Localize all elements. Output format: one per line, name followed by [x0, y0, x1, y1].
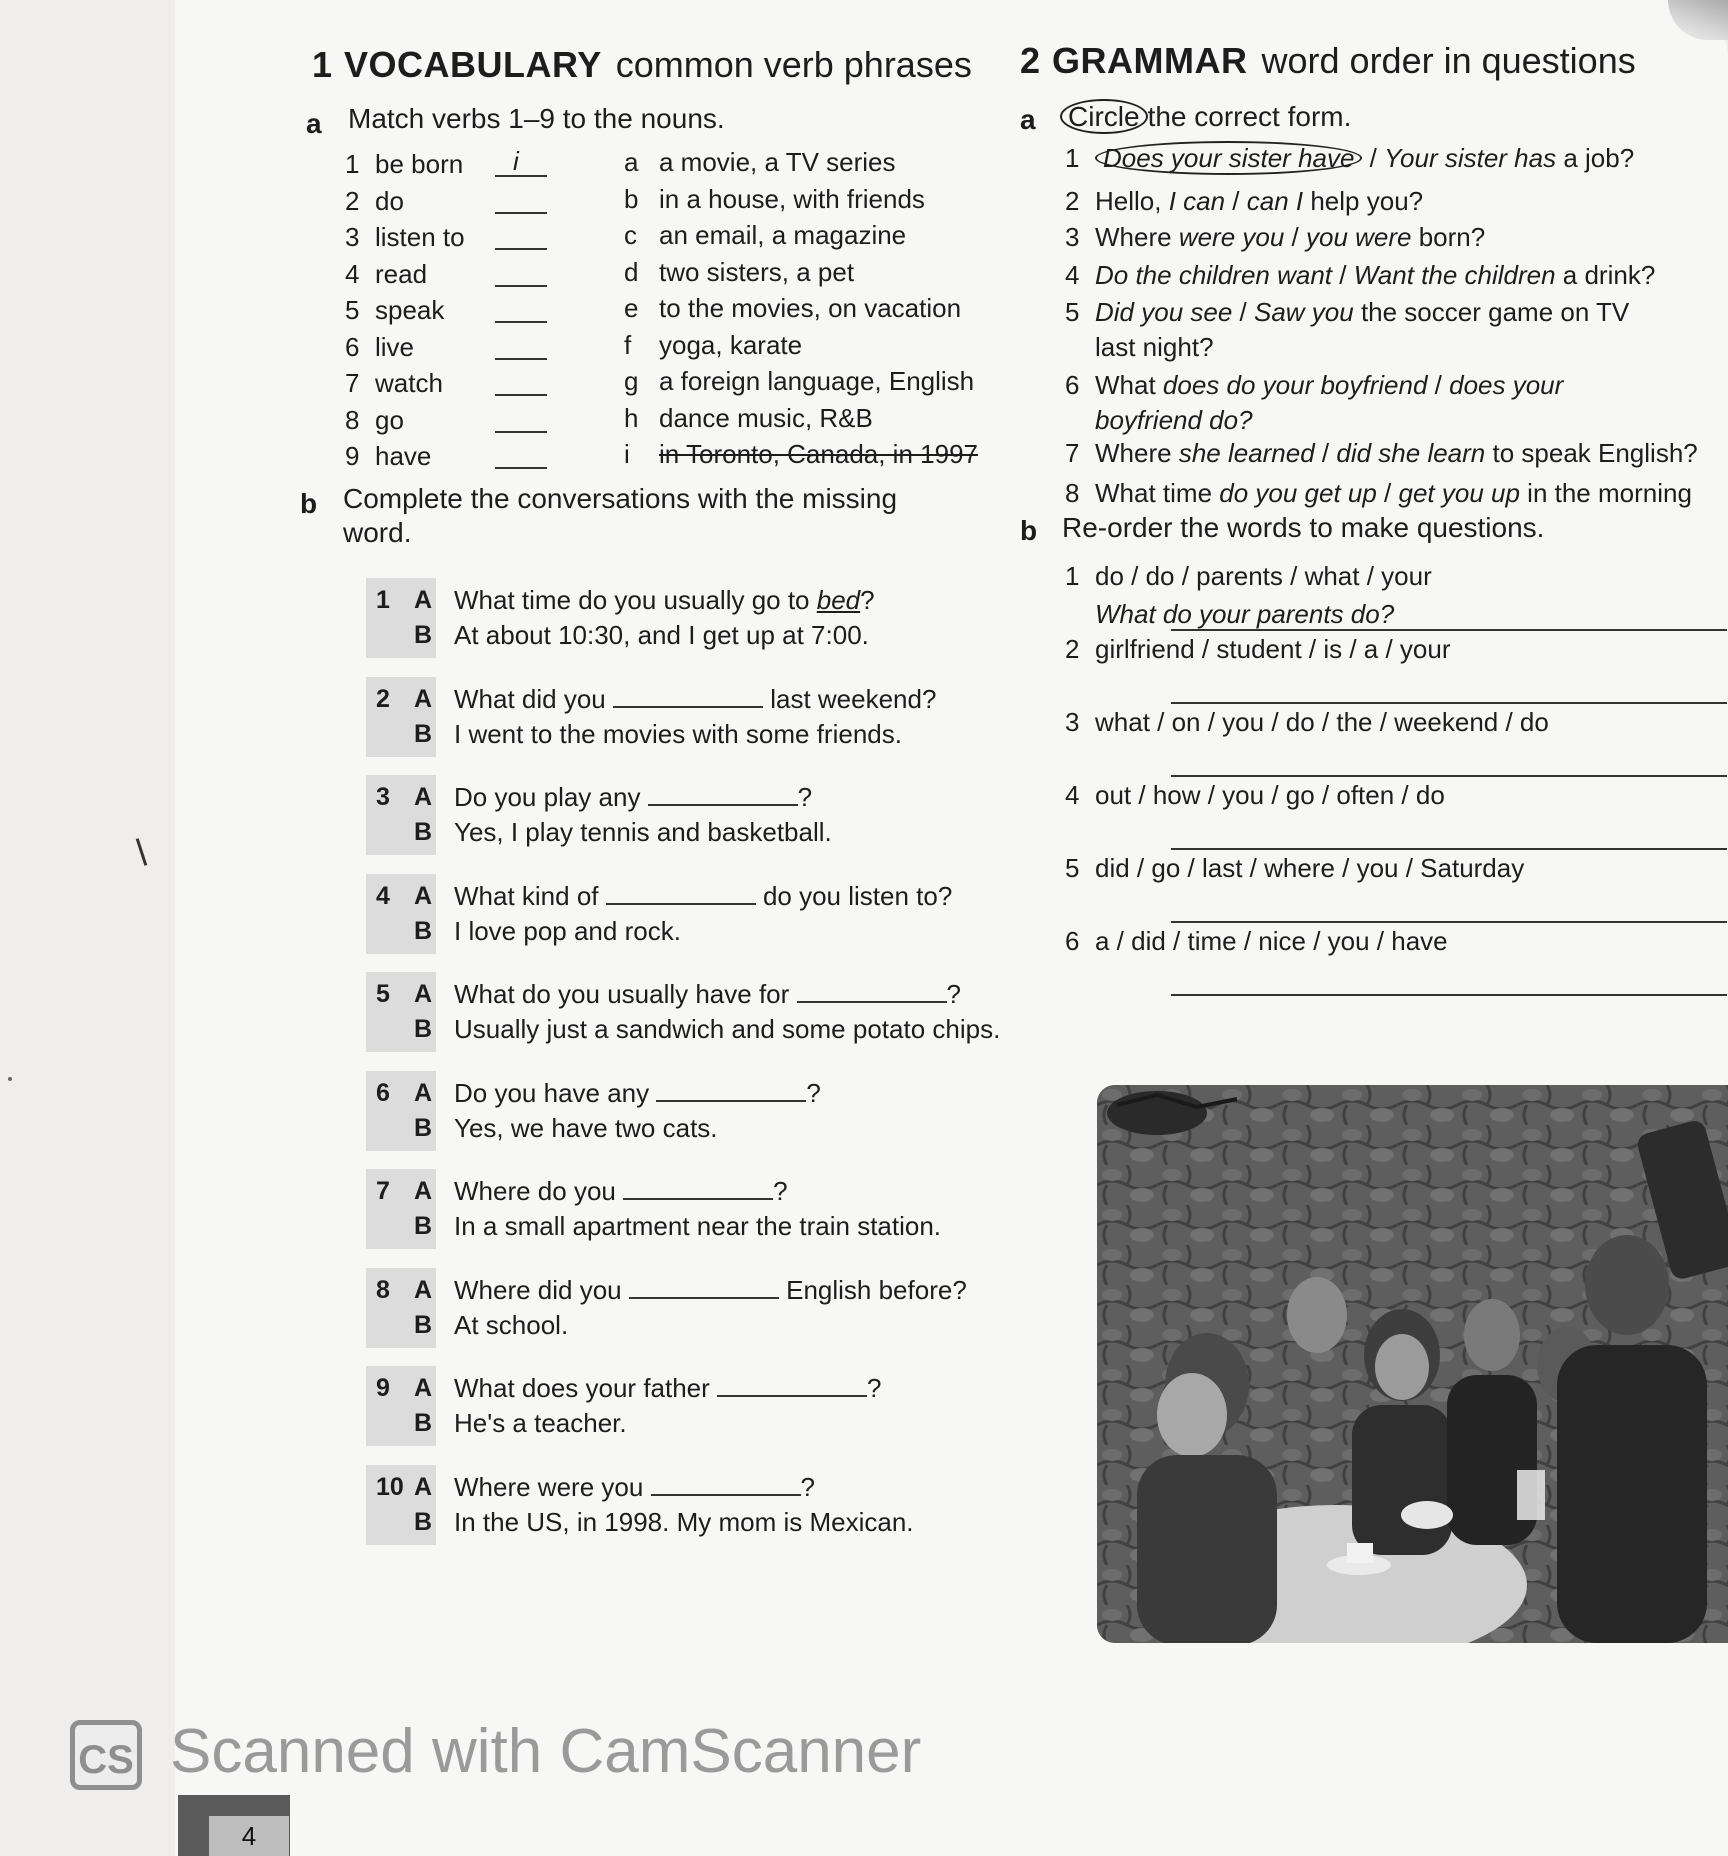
speaker-b: B: [414, 818, 433, 846]
answer-blank: [495, 248, 547, 250]
camscanner-logo: CS: [70, 1720, 142, 1790]
part-b-instruction-1: Complete the conversations with the missing: [343, 483, 898, 514]
conversation: [366, 1366, 1016, 1446]
verb-item: [345, 368, 443, 399]
grammar-item: [1065, 260, 1655, 291]
line-a-post: last weekend?: [762, 683, 937, 714]
line-a-post: ?: [946, 979, 961, 1009]
option-separator: /: [1232, 297, 1254, 327]
grammar-item: [1065, 370, 1563, 401]
verb-number: 9: [345, 441, 360, 471]
verb-text: go: [375, 404, 404, 435]
grammar-number: 5: [1065, 297, 1080, 327]
conversation-number: 5: [376, 980, 390, 1008]
grammar-number: 8: [1065, 478, 1080, 508]
fill-blank: [648, 784, 798, 806]
speaker-a: A: [414, 586, 433, 614]
option-1: I can: [1168, 186, 1226, 216]
noun-text: in Toronto, Canada, in 1997: [659, 439, 978, 469]
line-a-pre: Do you play any: [454, 782, 648, 812]
noun-text: dance music, R&B: [659, 402, 873, 433]
speaker-b: B: [414, 1507, 433, 1536]
conversation-number: 7: [376, 1177, 390, 1205]
answer-blank: [495, 285, 547, 287]
option-separator: /: [1376, 478, 1399, 508]
answer-blank: [495, 394, 547, 396]
speaker-a: A: [414, 1177, 433, 1205]
grammar-number: 1: [1065, 143, 1080, 173]
option-separator: /: [1314, 438, 1337, 468]
verb-number: 8: [345, 404, 360, 435]
verb-number: 4: [345, 258, 360, 289]
conversation: [366, 1465, 1016, 1545]
verb-text: have: [375, 441, 432, 471]
noun-text: to the movies, on vacation: [659, 293, 962, 323]
verb-answer: i: [513, 146, 519, 176]
verb-text: be born: [375, 149, 464, 179]
reorder-answer: What do your parents do?: [1095, 599, 1395, 629]
option-2: Your sister has: [1384, 143, 1557, 173]
line-a: [454, 1275, 967, 1306]
option-1: she learned: [1178, 438, 1315, 468]
grammar-pre: Hello,: [1095, 186, 1169, 216]
line-b: Yes, I play tennis and basketball.: [454, 817, 832, 847]
verb-item: [345, 332, 414, 363]
grammar-item: [1065, 438, 1698, 469]
line-b: Usually just a sandwich and some potato chips.: [454, 1014, 1001, 1044]
fill-blank: [613, 686, 763, 708]
answer-blank: [495, 431, 547, 433]
option-1: Did you see: [1095, 297, 1233, 327]
speaker-a: A: [414, 1374, 433, 1402]
reorder-words: do / do / parents / what / your: [1095, 561, 1432, 591]
conversation: [366, 677, 1016, 757]
grammar-post: the soccer game on TV: [1353, 297, 1630, 327]
circle-word: Circle: [1060, 99, 1148, 134]
grammar-pre: Where: [1095, 222, 1179, 252]
answer-blank: [495, 175, 547, 177]
photo-illustration: [1097, 1085, 1728, 1643]
grammar-post: a job?: [1556, 143, 1635, 173]
page-number: 4: [209, 1816, 289, 1856]
speaker-b: B: [414, 1015, 433, 1043]
grammar-item: [1065, 143, 1634, 174]
section1-subheading: common verb phrases: [615, 44, 972, 85]
answer-line: [1171, 921, 1727, 923]
reorder-item: [1065, 926, 1448, 957]
reorder-item: [1065, 561, 1432, 592]
reorder-number: 1: [1065, 561, 1080, 591]
line-a-pre: What time do you usually go to: [454, 585, 817, 615]
verb-number: 6: [345, 331, 360, 362]
part-a-instruction: Match verbs 1–9 to the nouns.: [348, 103, 725, 134]
reorder-number: 3: [1065, 707, 1080, 737]
line-a-pre: What kind of: [454, 880, 606, 911]
grammar-post: born?: [1411, 222, 1486, 252]
grammar-part-a-letter: a: [1020, 104, 1036, 135]
grammar-number: 7: [1065, 438, 1080, 468]
conversation: [366, 874, 1016, 954]
conversation: [366, 1071, 1016, 1151]
noun-letter: e: [624, 293, 639, 323]
verb-text: read: [375, 258, 428, 289]
grammar-part-b-letter: b: [1020, 515, 1038, 546]
conversation: [366, 972, 1016, 1052]
reorder-words: a / did / time / nice / you / have: [1095, 926, 1448, 956]
verb-text: listen to: [375, 222, 465, 252]
line-b: At school.: [454, 1309, 569, 1340]
grammar-post: to speak English?: [1485, 438, 1698, 468]
grammar-part-a-instruction: [1060, 101, 1351, 133]
grammar-post: a drink?: [1555, 260, 1656, 290]
noun-letter: f: [624, 329, 632, 360]
reorder-number: 2: [1065, 634, 1080, 664]
line-a: [454, 1472, 815, 1503]
reorder-number: 4: [1065, 780, 1080, 810]
section1-title: [312, 44, 972, 86]
grammar-item: [1065, 222, 1485, 253]
verb-item: [345, 222, 465, 253]
answer-blank: [495, 212, 547, 214]
reorder-item: [1065, 853, 1524, 884]
conversation-number: 3: [376, 783, 390, 811]
speaker-b: B: [414, 1212, 433, 1240]
fill-blank: [623, 1178, 773, 1200]
noun-text: an email, a magazine: [659, 220, 907, 250]
fill-blank: [656, 1080, 806, 1102]
line-a: [454, 979, 961, 1010]
option-2: get you up: [1398, 478, 1520, 508]
noun-item: [624, 330, 802, 361]
line-b: In a small apartment near the train station.: [454, 1211, 942, 1241]
noun-letter: g: [624, 366, 639, 396]
option-separator: /: [1362, 143, 1385, 173]
speaker-b: B: [414, 621, 433, 649]
part-b-letter: b: [300, 488, 318, 519]
noun-item: [624, 366, 974, 397]
section1-heading: VOCABULARY: [344, 44, 602, 85]
noun-text: two sisters, a pet: [659, 256, 855, 287]
line-b: In the US, in 1998. My mom is Mexican.: [454, 1506, 914, 1537]
option-1: Does your sister have: [1095, 141, 1362, 175]
reorder-words: did / go / last / where / you / Saturday: [1095, 853, 1525, 883]
grammar-item-continued: [1095, 405, 1253, 436]
option-2: does your: [1449, 370, 1564, 400]
speaker-b: B: [414, 916, 433, 945]
noun-text: a movie, a TV series: [659, 147, 896, 177]
noun-letter: h: [624, 402, 639, 433]
line-a: [454, 1373, 882, 1404]
reorder-words: out / how / you / go / often / do: [1095, 780, 1445, 810]
fill-blank: [797, 981, 947, 1003]
noun-item: [624, 147, 896, 178]
line-b: He's a teacher.: [454, 1408, 627, 1438]
noun-letter: c: [624, 220, 637, 250]
fill-blank: [606, 883, 756, 905]
grammar-post: in the morning: [1519, 478, 1692, 508]
page-curl: [1668, 0, 1728, 40]
option-1: Do the children want: [1095, 260, 1333, 290]
line-a-answer: bed: [816, 585, 861, 615]
line-b: Yes, we have two cats.: [454, 1112, 718, 1143]
conversation: [366, 1268, 1016, 1348]
option-1: do you get up: [1219, 478, 1377, 508]
line-a-post: ?: [797, 782, 813, 812]
section2-number: 2: [1020, 40, 1041, 81]
grammar-item: [1065, 186, 1423, 217]
answer-blank: [495, 321, 547, 323]
speaker-b: B: [414, 719, 433, 748]
conversation-number: 2: [376, 684, 390, 713]
line-a: [454, 684, 936, 715]
verb-number: 1: [345, 149, 360, 179]
line-b: I went to the movies with some friends.: [454, 718, 902, 749]
line-a-post: English before?: [778, 1274, 967, 1305]
line-a-pre: Where do you: [454, 1176, 624, 1206]
verb-text: speak: [375, 295, 445, 325]
grammar-item-continued: [1095, 332, 1214, 363]
grammar-number: 4: [1065, 260, 1080, 290]
grammar-line2: last night?: [1095, 332, 1214, 362]
speaker-a: A: [414, 1275, 433, 1304]
noun-item: [624, 184, 925, 215]
line-a-pre: What do you usually have for: [454, 979, 797, 1009]
grammar-item: [1065, 297, 1629, 328]
conversation-number: 9: [376, 1374, 390, 1402]
option-2: can I: [1246, 186, 1304, 216]
answer-blank: [495, 358, 547, 360]
grammar-pre: What time: [1095, 478, 1220, 508]
answer-line: [1171, 775, 1727, 777]
section2-subheading: word order in questions: [1261, 40, 1636, 81]
line-a: [454, 1078, 821, 1109]
reorder-number: 6: [1065, 926, 1080, 956]
line-a-post: ?: [773, 1176, 788, 1206]
speaker-b: B: [414, 1409, 433, 1437]
fill-blank: [651, 1474, 801, 1496]
verb-text: do: [375, 185, 404, 216]
line-a: [454, 585, 875, 616]
noun-item: [624, 257, 854, 288]
noun-text: a foreign language, English: [659, 366, 975, 396]
instruction-rest: the correct form.: [1147, 101, 1352, 132]
grammar-item: [1065, 478, 1692, 509]
noun-item: [624, 293, 961, 324]
grammar-part-b-instruction: Re-order the words to make questions.: [1062, 512, 1545, 543]
noun-text: yoga, karate: [659, 329, 803, 360]
option-1: were you: [1178, 222, 1285, 252]
speaker-a: A: [414, 980, 433, 1008]
option-2: Want the children: [1353, 260, 1556, 290]
reorder-item: [1065, 707, 1549, 738]
verb-number: 5: [345, 295, 360, 325]
grammar-pre: Where: [1095, 438, 1179, 468]
conversation-number: 8: [376, 1275, 390, 1304]
section1-number: 1: [312, 44, 333, 85]
reorder-item: [1065, 634, 1451, 665]
verb-item: [345, 259, 427, 290]
section2-title: [1020, 40, 1636, 82]
line-a: [454, 881, 952, 912]
noun-letter: a: [624, 147, 639, 177]
conversation-number: 6: [376, 1078, 390, 1107]
noun-item: [624, 403, 873, 434]
line-a-pre: Do you have any: [454, 1077, 657, 1108]
grammar-line2: boyfriend do?: [1095, 405, 1253, 435]
friends-selfie-photo: [1097, 1085, 1728, 1643]
reorder-words: girlfriend / student / is / a / your: [1095, 634, 1451, 664]
verb-text: live: [375, 331, 415, 362]
option-separator: /: [1284, 222, 1306, 252]
part-b-instruction-2: word.: [343, 517, 412, 548]
line-a-post: do you listen to?: [755, 880, 953, 911]
line-a-post: ?: [867, 1373, 882, 1403]
grammar-number: 3: [1065, 222, 1080, 252]
option-separator: /: [1427, 370, 1450, 400]
conversation-number: 1: [376, 586, 390, 614]
section2-heading: GRAMMAR: [1052, 40, 1248, 81]
noun-item: [624, 220, 906, 251]
camscanner-text: Scanned with CamScanner: [170, 1717, 922, 1786]
reorder-number: 5: [1065, 853, 1080, 883]
option-1: does do your boyfriend: [1162, 370, 1428, 400]
line-b: At about 10:30, and I get up at 7:00.: [454, 620, 869, 650]
conversation-number: 10: [376, 1472, 404, 1501]
line-a: [454, 1176, 788, 1207]
reorder-item: [1065, 780, 1445, 811]
line-a-post: ?: [800, 1471, 815, 1502]
noun-letter: i: [624, 439, 630, 469]
verb-item: [345, 186, 404, 217]
line-a-pre: Where did you: [454, 1274, 629, 1305]
option-2: Saw you: [1253, 297, 1354, 327]
verb-number: 7: [345, 368, 360, 398]
noun-letter: d: [624, 256, 639, 287]
verb-item: [345, 295, 444, 326]
scan-mark: [136, 838, 148, 866]
line-a-post: ?: [806, 1077, 821, 1108]
option-2: you were: [1305, 222, 1412, 252]
line-a-pre: Where were you: [454, 1471, 651, 1502]
answer-line: [1171, 848, 1727, 850]
speaker-a: A: [414, 1078, 433, 1107]
speaker-a: A: [414, 783, 433, 811]
verb-text: watch: [375, 368, 443, 398]
answer-line: [1171, 994, 1727, 996]
conversation: [366, 775, 1016, 855]
option-separator: /: [1332, 260, 1354, 290]
speaker-a: A: [414, 1472, 433, 1501]
noun-item: [624, 439, 978, 470]
reorder-words: what / on / you / do / the / weekend / do: [1095, 707, 1549, 737]
verb-item: [345, 146, 519, 180]
verb-item: [345, 441, 431, 472]
line-a: [454, 782, 812, 813]
speaker-b: B: [414, 1113, 433, 1142]
verb-item: [345, 405, 404, 436]
answer-blank: [495, 467, 547, 469]
verb-number: 2: [345, 185, 360, 216]
grammar-pre: What: [1095, 370, 1163, 400]
line-a-pre: What does your father: [454, 1373, 718, 1403]
conversation: [366, 578, 1016, 658]
grammar-number: 2: [1065, 186, 1080, 216]
answer-line: [1171, 702, 1727, 704]
grammar-number: 6: [1065, 370, 1080, 400]
line-a-pre: What did you: [454, 683, 613, 714]
speaker-b: B: [414, 1310, 433, 1339]
speaker-a: A: [414, 684, 433, 713]
speaker-a: A: [414, 881, 433, 910]
part-a-letter: a: [306, 108, 322, 139]
line-a-post: ?: [860, 585, 875, 615]
line-b: I love pop and rock.: [454, 915, 681, 946]
option-separator: /: [1225, 186, 1247, 216]
option-2: did she learn: [1336, 438, 1486, 468]
conversation: [366, 1169, 1016, 1249]
scan-dot: [8, 1077, 12, 1081]
fill-blank: [629, 1277, 779, 1299]
fill-blank: [717, 1375, 867, 1397]
grammar-post: help you?: [1303, 186, 1424, 216]
verb-number: 3: [345, 222, 360, 252]
conversation-number: 4: [376, 881, 390, 910]
noun-letter: b: [624, 183, 639, 214]
noun-text: in a house, with friends: [659, 183, 925, 214]
